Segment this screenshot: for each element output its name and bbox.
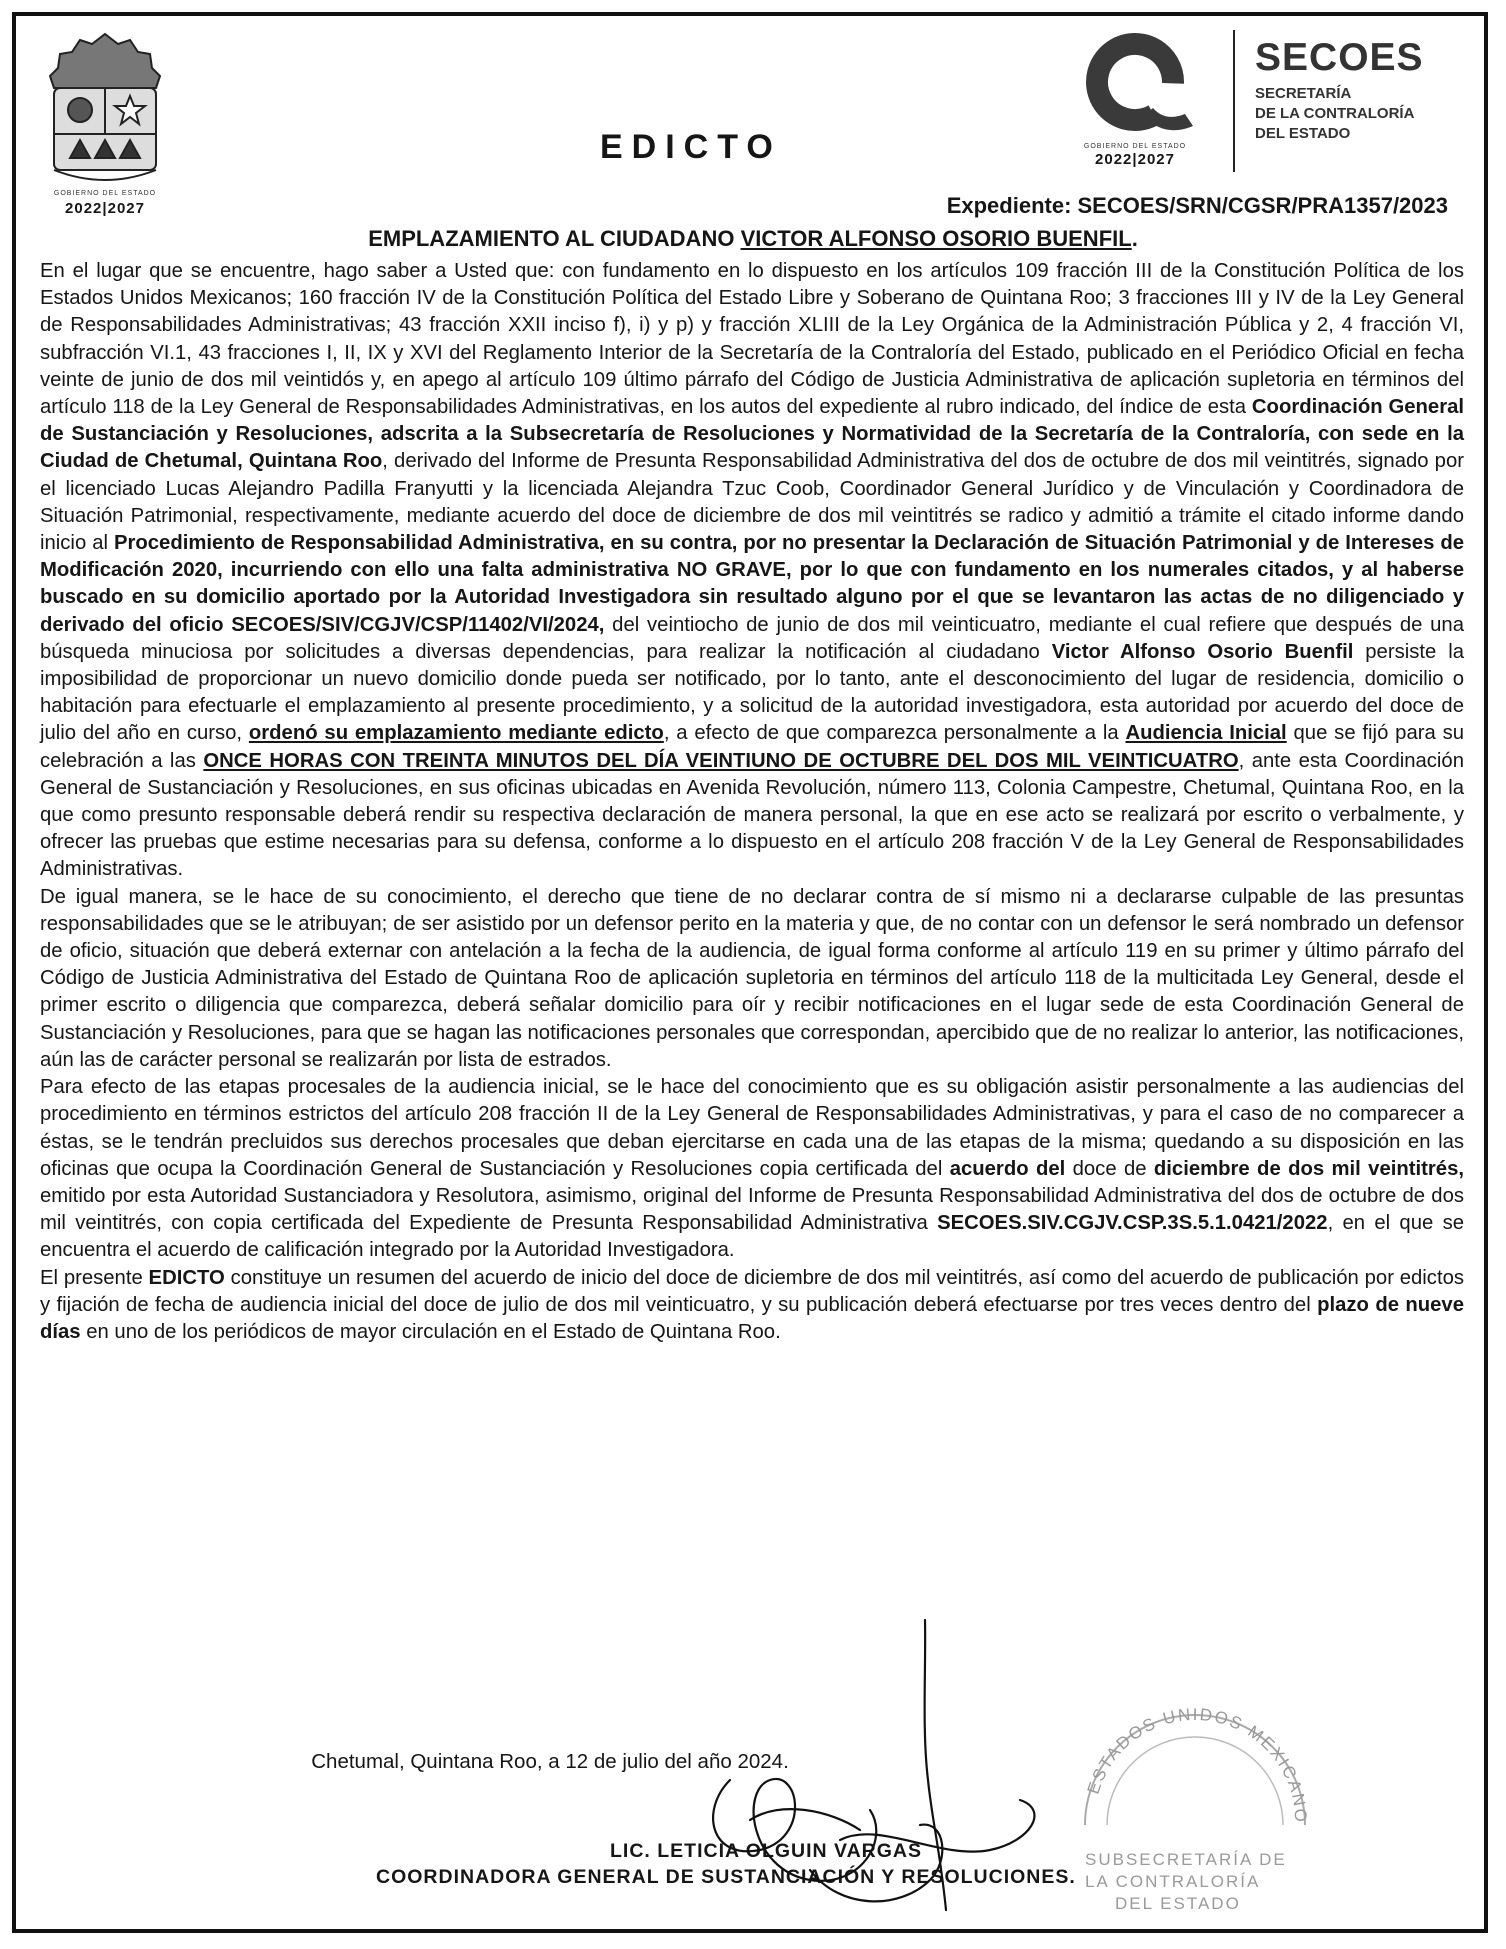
logo-years: 2022|2027 bbox=[1095, 151, 1175, 168]
p1-text-4: persiste la imposibilidad de proporcionar un nuevo domicilio donde pueda ser notificado, por lo tanto, ante el desconocimiento del lugar de residencia, domicilio o habitación para efectuarle el emplazamiento al presente procedimiento, y a solicitud de la autoridad investigadora, esta autoridad por acuerdo del doce de julio del año en curso, bbox=[40, 640, 1464, 745]
p3-text-4: , en el que se encuentra el acuerdo de calificación integrado por la Autoridad Investigadora. bbox=[40, 1212, 1464, 1262]
p4-bold-1: EDICTO bbox=[148, 1266, 225, 1289]
agency-line-1: SECRETARÍA bbox=[1255, 85, 1352, 102]
summons-prefix: EMPLAZAMIENTO AL CIUDADANO bbox=[368, 226, 741, 251]
logo-government-label: GOBIERNO DEL ESTADO bbox=[1083, 143, 1187, 150]
p1-hearing-datetime: ONCE HORAS CON TREINTA MINUTOS DEL DÍA VEINTIUNO DE OCTUBRE DEL DOS MIL VEINTICUATRO bbox=[203, 749, 1239, 772]
p3-bold-2: diciembre de dos mil veintitrés, bbox=[1153, 1157, 1464, 1180]
edict-body bbox=[40, 258, 1464, 1346]
p1-text-7: , ante esta Coordinación General de Sustanciación y Resoluciones, en sus oficinas ubicadas en Avenida Revolución, número 113, Colonia Campestre, Chetumal, Quintana Roo, en la que como presunto responsable deberá rendir su respectiva declaración de manera personal, la que en ese acto se realizará por escrito o verbalmente, y ofrecer las pruebas que estime necesarias para su defensa, conforme a lo dispuesto en el artículo 208 fracción V de la Ley General de Responsabilidades Administrativas. bbox=[40, 749, 1464, 881]
p4-text-3: en uno de los periódicos de mayor circulación en el Estado de Quintana Roo. bbox=[80, 1320, 781, 1343]
issue-date: Chetumal, Quintana Roo, a 12 de julio del año 2024. bbox=[311, 1750, 789, 1773]
stamp-arc-text: ESTADOS UNIDOS MEXICANO bbox=[1083, 1704, 1311, 1825]
summons-heading bbox=[0, 226, 1506, 252]
p4-text-2: constituye un resumen del acuerdo de inicio del doce de diciembre de dos mil veintitrés, así como del acuerdo de publicación por edictos y fijación de fecha de audiencia inicial del doce de julio de dos mil veinticuatro, y su publicación deberá efectuarse por tres veces dentro del bbox=[40, 1266, 1464, 1316]
p1-text-2: , derivado del Informe de Presunta Responsabilidad Administrativa del dos de octubre de dos mil veintitrés, signado por el licenciado Lucas Alejandro Padilla Franyutti y la licenciada Alejandra Tzuc Coob, Coordinador General Jurídico y de Vinculación y Coordinadora de Situación Patrimonial, respectivamente, mediante acuerdo del doce de diciembre de dos mil veintitrés se radico y admitió a trámite el citado informe dando inicio al bbox=[40, 450, 1464, 555]
page-title: EDICTO bbox=[600, 128, 782, 166]
summons-suffix: . bbox=[1131, 226, 1138, 251]
signer-role: COORDINADORA GENERAL DE SUSTANCIACIÓN Y RESOLUCIONES. bbox=[376, 1866, 1076, 1888]
paragraph-4 bbox=[40, 1265, 1464, 1347]
agency-line-3: DEL ESTADO bbox=[1255, 125, 1351, 142]
case-number: Expediente: SECOES/SRN/CGSR/PRA1357/2023 bbox=[946, 193, 1448, 218]
p1-bold-1: Coordinación General de Sustanciación y Resoluciones, adscrita a la Subsecretaría de Resoluciones y Normatividad de la Secretaría de la Contraloría, con sede en la Ciudad de Chetumal, Quintana Roo bbox=[40, 396, 1464, 473]
p1-text-1: En el lugar que se encuentre, hago saber a Usted que: con fundamento en lo dispuesto en los artículos 109 fracción III de la Constitución Política de los Estados Unidos Mexicanos; 160 fracción IV de la Constitución Política del Estado Libre y Soberano de Quintana Roo; 3 fracciones III y IV de la Ley General de Responsabilidades Administrativas; 43 fracción XXII inciso f), i) y p) y fracción XLIII de la Ley Orgánica de la Administración Pública y 2, 4 fracción VI, subfracción VI.1, 43 fracciones I, II, IX y XVI del Reglamento Interior de la Secretaría de la Contraloría del Estado, publicado en el Periódico Oficial en fecha veinte de junio de dos mil veintidós y, en apego al artículo 109 último párrafo del Código de Justicia Administrativa de aplicación supletoria en términos del artículo 118 de la Ley General de Responsabilidades Administrativas, en los autos del expediente al rubro indicado, del índice de esta bbox=[40, 260, 1464, 419]
p1-bold-2: Procedimiento de Responsabilidad Administrativa, en su contra, por no presentar la Declaración de Situación Patrimonial y de Intereses de Modificación 2020, incurriendo con ello una falta administrativa NO GRAVE, por lo que con fundamento en los numerales citados, y al haberse buscado en su domicilio aportado por la Autoridad Investigadora sin resultado alguno por el que se levantaron las actas de no diligenciado y derivado del oficio SECOES/SIV/CGJV/CSP/11402/VI/2024, bbox=[40, 532, 1464, 636]
p3-text-1: Para efecto de las etapas procesales de la audiencia inicial, se le hace del conocimiento que es su obligación asistir personalmente a las audiencias del procedimiento en términos estrictos del artículo 208 fracción II de la Ley General de Responsabilidades Administrativas, y para el caso de no comparecer a éstas, se le tendrán precluidos sus derechos procesales que deban ejercitarse en cada una de las etapas de la misma; quedando a su disposición en las oficinas que ocupa la Coordinación General de Sustanciación y Resoluciones copia certificada del bbox=[40, 1076, 1464, 1180]
p1-text-3: del veintiocho de junio de dos mil veinticuatro, mediante el cual refiere que después de una búsqueda minuciosa por solicitudes a diversas dependencias, para realizar la notificación al ciudadano bbox=[40, 613, 1464, 663]
paragraph-1 bbox=[40, 258, 1464, 884]
stamp-line-3: DEL ESTADO bbox=[1115, 1894, 1241, 1913]
p3-bold-1: acuerdo del bbox=[949, 1157, 1066, 1180]
p1-text-5: , a efecto de que comparezca personalmente a la bbox=[663, 722, 1126, 745]
seal-government-label: GOBIERNO DEL ESTADO bbox=[53, 190, 157, 197]
state-seal bbox=[40, 30, 170, 215]
p1-bold-underline-2: Audiencia Inicial bbox=[1125, 722, 1287, 745]
p1-bold-underline-1: ordenó su emplazamiento mediante edicto bbox=[248, 722, 664, 745]
p4-text-1: El presente bbox=[40, 1266, 149, 1289]
agency-name: SECOES bbox=[1255, 36, 1424, 79]
government-q-logo bbox=[1065, 30, 1205, 170]
p4-bold-2: plazo de nueve días bbox=[40, 1293, 1464, 1343]
summoned-name: VICTOR ALFONSO OSORIO BUENFIL bbox=[740, 226, 1132, 251]
paragraph-3 bbox=[40, 1074, 1464, 1264]
signer-name: LIC. LETICIA OLGUIN VARGAS bbox=[610, 1840, 922, 1862]
seal-years: 2022|2027 bbox=[65, 200, 145, 217]
p3-text-3: emitido por esta Autoridad Sustanciadora y Resolutora, asimismo, original del Informe de Presunta Responsabilidad Administrativa del dos de octubre de dos mil veintitrés, con copia certificada del Expediente de Presunta Responsabilidad Administrativa bbox=[40, 1184, 1464, 1235]
agency-block bbox=[1255, 36, 1424, 144]
p3-text-2: doce de bbox=[1065, 1157, 1154, 1180]
state-seal-icon bbox=[40, 30, 170, 190]
agency-line-2: DE LA CONTRALORÍA bbox=[1255, 105, 1415, 122]
p1-bold-3: Victor Alfonso Osorio Buenfil bbox=[1051, 640, 1354, 663]
paragraph-2: De igual manera, se le hace de su conocimiento, el derecho que tiene de no declarar contra de sí mismo ni a declararse culpable de las presuntas responsabilidades que se le atribuyan; de ser asistido por un defensor perito en la materia y que, de no contar con un defensor le será nombrado un defensor de oficio, situación que deberá externar con antelación a la fecha de la audiencia, de igual forma conforme al artículo 119 en su primer y último párrafo del Código de Justicia Administrativa del Estado de Quintana Roo de aplicación supletoria en términos del artículo 118 de la multicitada Ley General, desde el primer escrito o diligencia que comparezca, deberá señalar domicilio para oír y recibir notificaciones en el lugar sede de esta Coordinación General de Sustanciación y Resoluciones, para que se hagan las notificaciones personales que correspondan, apercibido que de no realizar lo anterior, las notificaciones, aún las de carácter personal se realizarán por lista de estrados. bbox=[40, 885, 1464, 1071]
stamp-line-2: LA CONTRALORÍA bbox=[1085, 1872, 1261, 1891]
p1-text-6: que se fijó para su celebración a las bbox=[40, 722, 1464, 772]
handwritten-signature bbox=[690, 1610, 1110, 1930]
header-divider bbox=[1233, 30, 1235, 172]
p3-bold-3: SECOES.SIV.CGJV.CSP.3S.5.1.0421/2022 bbox=[937, 1212, 1328, 1235]
q-logo-icon bbox=[1065, 30, 1205, 142]
stamp-line-1: SUBSECRETARÍA DE bbox=[1085, 1850, 1287, 1869]
